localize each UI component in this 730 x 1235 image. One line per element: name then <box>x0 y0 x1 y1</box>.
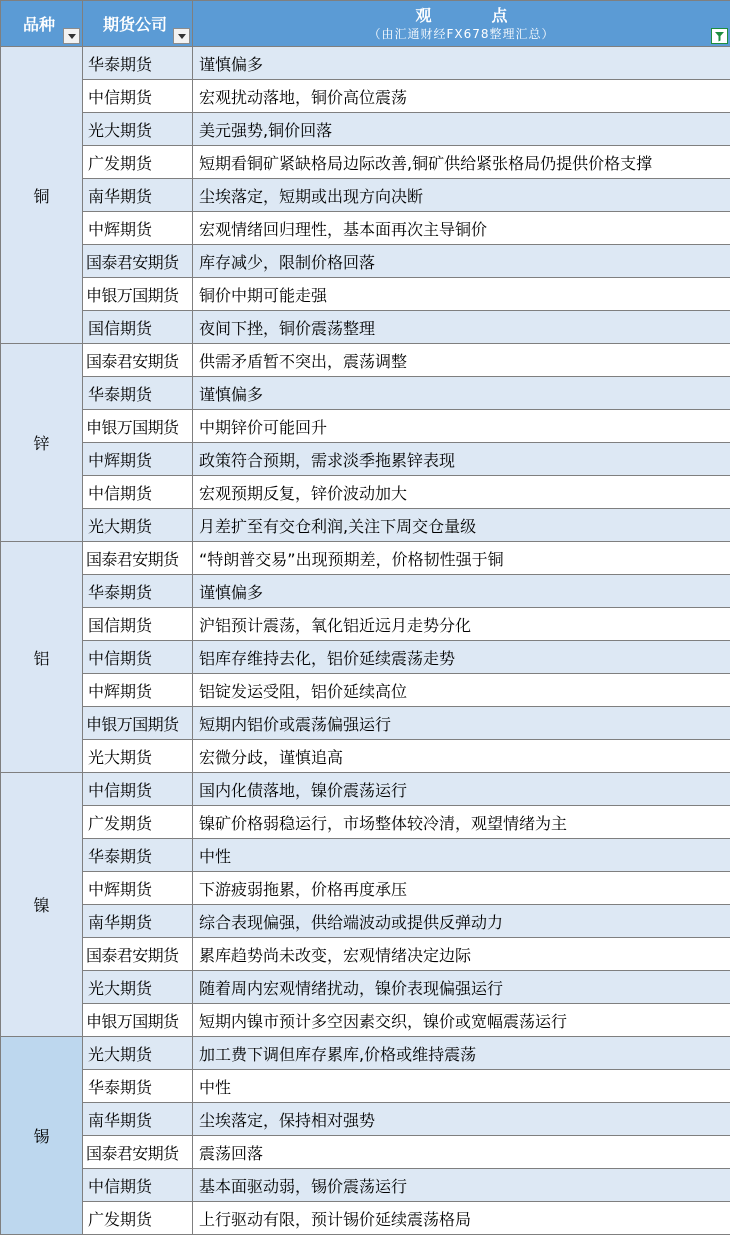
table-row <box>1 773 730 806</box>
table-row <box>1 47 730 80</box>
company-filter-button[interactable] <box>173 28 190 44</box>
header-view <box>193 1 730 47</box>
view-cell[interactable]: 综合表现偏强，供给端波动或提供反弹动力 <box>193 905 730 938</box>
header-company-label: 期货公司 <box>103 15 168 34</box>
company-cell[interactable]: 中辉期货 <box>83 674 193 707</box>
view-cell[interactable]: 尘埃落定，保持相对强势 <box>193 1103 730 1136</box>
view-cell[interactable]: 谨慎偏多 <box>193 377 730 410</box>
view-cell[interactable]: 月差扩至有交仓利润,关注下周交仓量级 <box>193 509 730 542</box>
variety-filter-button[interactable] <box>63 28 80 44</box>
table-row <box>1 674 730 707</box>
company-cell[interactable]: 国泰君安期货 <box>83 938 193 971</box>
company-cell[interactable]: 南华期货 <box>83 905 193 938</box>
view-cell[interactable]: 沪铝预计震荡，氧化铝近远月走势分化 <box>193 608 730 641</box>
table-row <box>1 608 730 641</box>
view-cell[interactable]: “特朗普交易”出现预期差，价格韧性强于铜 <box>193 542 730 575</box>
view-cell[interactable]: 中性 <box>193 1070 730 1103</box>
table-row <box>1 1004 730 1037</box>
table-row <box>1 1169 730 1202</box>
table-row <box>1 377 730 410</box>
view-cell[interactable]: 宏观预期反复，锌价波动加大 <box>193 476 730 509</box>
company-cell[interactable]: 中辉期货 <box>83 872 193 905</box>
table-row <box>1 542 730 575</box>
view-cell[interactable]: 政策符合预期，需求淡季拖累锌表现 <box>193 443 730 476</box>
table-row <box>1 872 730 905</box>
view-cell[interactable]: 随着周内宏观情绪扰动，镍价表现偏强运行 <box>193 971 730 1004</box>
company-cell[interactable]: 光大期货 <box>83 113 193 146</box>
view-cell[interactable]: 宏微分歧，谨慎追高 <box>193 740 730 773</box>
variety-cell[interactable]: 铝 <box>1 542 83 773</box>
company-cell[interactable]: 光大期货 <box>83 1037 193 1070</box>
company-cell[interactable]: 中信期货 <box>83 641 193 674</box>
dropdown-arrow-icon <box>178 34 186 39</box>
table-row <box>1 476 730 509</box>
table-row <box>1 1202 730 1235</box>
view-cell[interactable]: 短期看铜矿紧缺格局边际改善,铜矿供给紧张格局仍提供价格支撑 <box>193 146 730 179</box>
header-row <box>1 1 730 47</box>
company-cell[interactable]: 广发期货 <box>83 806 193 839</box>
table-row <box>1 905 730 938</box>
company-cell[interactable]: 申银万国期货 <box>83 1004 193 1037</box>
company-cell[interactable]: 国泰君安期货 <box>83 344 193 377</box>
company-cell[interactable]: 华泰期货 <box>83 377 193 410</box>
company-cell[interactable]: 中辉期货 <box>83 212 193 245</box>
table-row <box>1 410 730 443</box>
table-row <box>1 509 730 542</box>
company-cell[interactable]: 广发期货 <box>83 1202 193 1235</box>
table-row <box>1 641 730 674</box>
view-cell[interactable]: 基本面驱动弱，锡价震荡运行 <box>193 1169 730 1202</box>
company-cell[interactable]: 申银万国期货 <box>83 410 193 443</box>
view-cell[interactable]: 夜间下挫，铜价震荡整理 <box>193 311 730 344</box>
header-view-title: 观 点 <box>415 5 530 25</box>
company-cell[interactable]: 华泰期货 <box>83 47 193 80</box>
view-cell[interactable]: 宏观情绪回归理性，基本面再次主导铜价 <box>193 212 730 245</box>
company-cell[interactable]: 华泰期货 <box>83 575 193 608</box>
header-variety-label: 品种 <box>23 15 56 34</box>
table-row <box>1 575 730 608</box>
company-cell[interactable]: 国泰君安期货 <box>83 1136 193 1169</box>
table-row <box>1 839 730 872</box>
company-cell[interactable]: 中辉期货 <box>83 443 193 476</box>
view-cell[interactable]: 下游疲弱拖累，价格再度承压 <box>193 872 730 905</box>
table-row <box>1 971 730 1004</box>
table-row <box>1 1103 730 1136</box>
company-cell[interactable]: 南华期货 <box>83 179 193 212</box>
company-cell[interactable]: 中信期货 <box>83 476 193 509</box>
table-row <box>1 740 730 773</box>
header-variety <box>1 1 83 47</box>
company-cell[interactable]: 国泰君安期货 <box>83 245 193 278</box>
table-row <box>1 80 730 113</box>
table-row <box>1 1136 730 1169</box>
view-cell[interactable]: 铝锭发运受阻，铝价延续高位 <box>193 674 730 707</box>
header-view-subtitle: （由汇通财经FX678整理汇总） <box>368 26 555 41</box>
header-company <box>83 1 193 47</box>
view-cell[interactable]: 短期内铝价或震荡偏强运行 <box>193 707 730 740</box>
company-cell[interactable]: 光大期货 <box>83 740 193 773</box>
view-cell[interactable]: 库存减少，限制价格回落 <box>193 245 730 278</box>
view-cell[interactable]: 短期内镍市预计多空因素交织，镍价或宽幅震荡运行 <box>193 1004 730 1037</box>
table-row <box>1 938 730 971</box>
company-cell[interactable]: 广发期货 <box>83 146 193 179</box>
view-cell[interactable]: 美元强势,铜价回落 <box>193 113 730 146</box>
company-cell[interactable]: 申银万国期货 <box>83 707 193 740</box>
table-row <box>1 278 730 311</box>
view-cell[interactable]: 尘埃落定，短期或出现方向决断 <box>193 179 730 212</box>
table-row <box>1 1070 730 1103</box>
table-row <box>1 179 730 212</box>
company-cell[interactable]: 中信期货 <box>83 773 193 806</box>
view-cell[interactable]: 震荡回落 <box>193 1136 730 1169</box>
table-body <box>1 47 730 1235</box>
company-cell[interactable]: 光大期货 <box>83 509 193 542</box>
table-row <box>1 707 730 740</box>
view-filter-button[interactable] <box>711 28 728 44</box>
company-cell[interactable]: 华泰期货 <box>83 839 193 872</box>
company-cell[interactable]: 中信期货 <box>83 1169 193 1202</box>
view-cell[interactable]: 铝库存维持去化，铝价延续震荡走势 <box>193 641 730 674</box>
company-cell[interactable]: 国泰君安期货 <box>83 542 193 575</box>
table-row <box>1 344 730 377</box>
table-row <box>1 443 730 476</box>
company-cell[interactable]: 申银万国期货 <box>83 278 193 311</box>
company-cell[interactable]: 国信期货 <box>83 608 193 641</box>
dropdown-arrow-icon <box>68 34 76 39</box>
variety-cell[interactable]: 镍 <box>1 773 83 1037</box>
view-cell[interactable]: 累库趋势尚未改变，宏观情绪决定边际 <box>193 938 730 971</box>
company-cell[interactable]: 中信期货 <box>83 80 193 113</box>
view-cell[interactable]: 上行驱动有限，预计锡价延续震荡格局 <box>193 1202 730 1235</box>
view-cell[interactable]: 铜价中期可能走强 <box>193 278 730 311</box>
view-cell[interactable]: 中性 <box>193 839 730 872</box>
view-cell[interactable]: 供需矛盾暂不突出，震荡调整 <box>193 344 730 377</box>
company-cell[interactable]: 国信期货 <box>83 311 193 344</box>
variety-cell[interactable]: 锌 <box>1 344 83 542</box>
table-row <box>1 212 730 245</box>
variety-cell[interactable]: 铜 <box>1 47 83 344</box>
table-row <box>1 245 730 278</box>
company-cell[interactable]: 南华期货 <box>83 1103 193 1136</box>
view-cell[interactable]: 谨慎偏多 <box>193 575 730 608</box>
view-cell[interactable]: 谨慎偏多 <box>193 47 730 80</box>
table-row <box>1 113 730 146</box>
view-cell[interactable]: 加工费下调但库存累库,价格或维持震荡 <box>193 1037 730 1070</box>
view-cell[interactable]: 宏观扰动落地，铜价高位震荡 <box>193 80 730 113</box>
company-cell[interactable]: 华泰期货 <box>83 1070 193 1103</box>
table-row <box>1 1037 730 1070</box>
table-row <box>1 311 730 344</box>
view-cell[interactable]: 国内化债落地，镍价震荡运行 <box>193 773 730 806</box>
company-cell[interactable]: 光大期货 <box>83 971 193 1004</box>
filter-active-icon <box>714 31 725 42</box>
view-cell[interactable]: 镍矿价格弱稳运行，市场整体较冷清，观望情绪为主 <box>193 806 730 839</box>
view-cell[interactable]: 中期锌价可能回升 <box>193 410 730 443</box>
table-row <box>1 806 730 839</box>
table-row <box>1 146 730 179</box>
variety-cell[interactable]: 锡 <box>1 1037 83 1235</box>
